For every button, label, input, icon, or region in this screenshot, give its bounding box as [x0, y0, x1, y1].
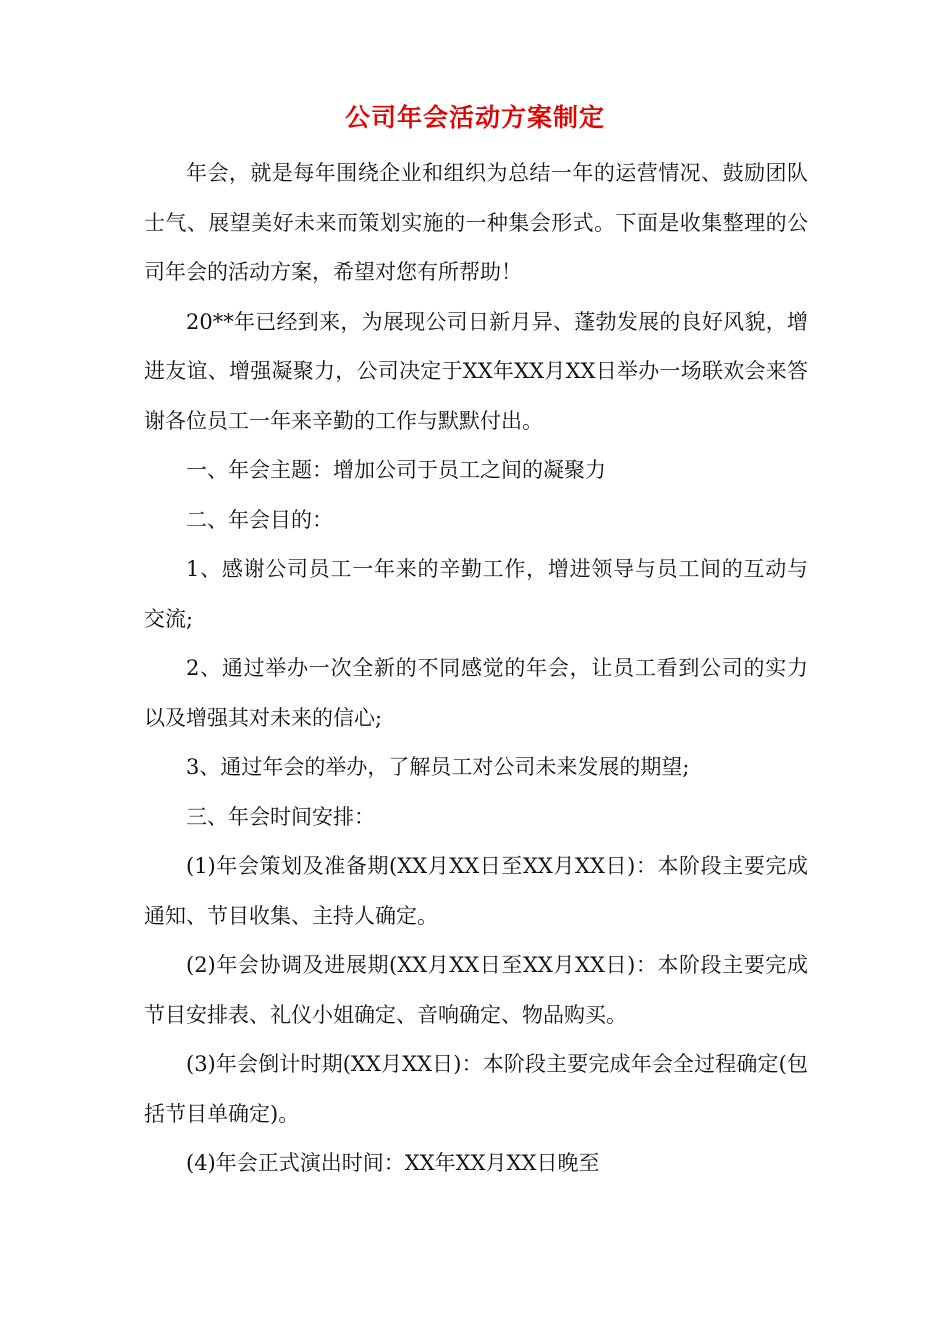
section-heading-schedule: 三、年会时间安排： [186, 804, 375, 829]
schedule-item-4: (4)年会正式演出时间：XX年XX月XX日晚至 [186, 1151, 600, 1175]
purpose-item-1: 1、感谢公司员工一年来的辛勤工作，增进领导与员工间的互动与交流; [144, 557, 808, 631]
purpose-item-3: 3、通过年会的举办，了解员工对公司未来发展的期望; [186, 755, 690, 779]
schedule-item-3: (3)年会倒计时期(XX月XX日)：本阶段主要完成年会全过程确定(包括节目单确定)。 [144, 1052, 808, 1126]
document-body [144, 149, 808, 1189]
schedule-item-1: (1)年会策划及准备期(XX月XX日至XX月XX日)：本阶段主要完成通知、节目收集、主持人确定。 [144, 854, 808, 928]
section-heading-theme: 一、年会主题：增加公司于员工之间的凝聚力 [186, 458, 606, 482]
document-title: 公司年会活动方案制定 [344, 103, 605, 132]
section-heading-purpose: 二、年会目的： [186, 507, 333, 532]
purpose-item-2: 2、通过举办一次全新的不同感觉的年会，让员工看到公司的实力以及增强其对未来的信心; [144, 656, 808, 730]
paragraph-intro: 年会，就是每年围绕企业和组织为总结一年的运营情况、鼓励团队士气、展望美好未来而策划实施的一种集会形式。下面是收集整理的公司年会的活动方案，希望对您有所帮助！ [144, 161, 808, 284]
paragraph-background: 20**年已经到来，为展现公司日新月异、蓬勃发展的良好风貌，增进友谊、增强凝聚力，公司决定于XX年XX月XX日举办一场联欢会来答谢各位员工一年来辛勤的工作与默默付出。 [144, 309, 808, 433]
schedule-item-2: (2)年会协调及进展期(XX月XX日至XX月XX日)：本阶段主要完成节目安排表、礼仪小姐确定、音响确定、物品购买。 [144, 953, 808, 1027]
